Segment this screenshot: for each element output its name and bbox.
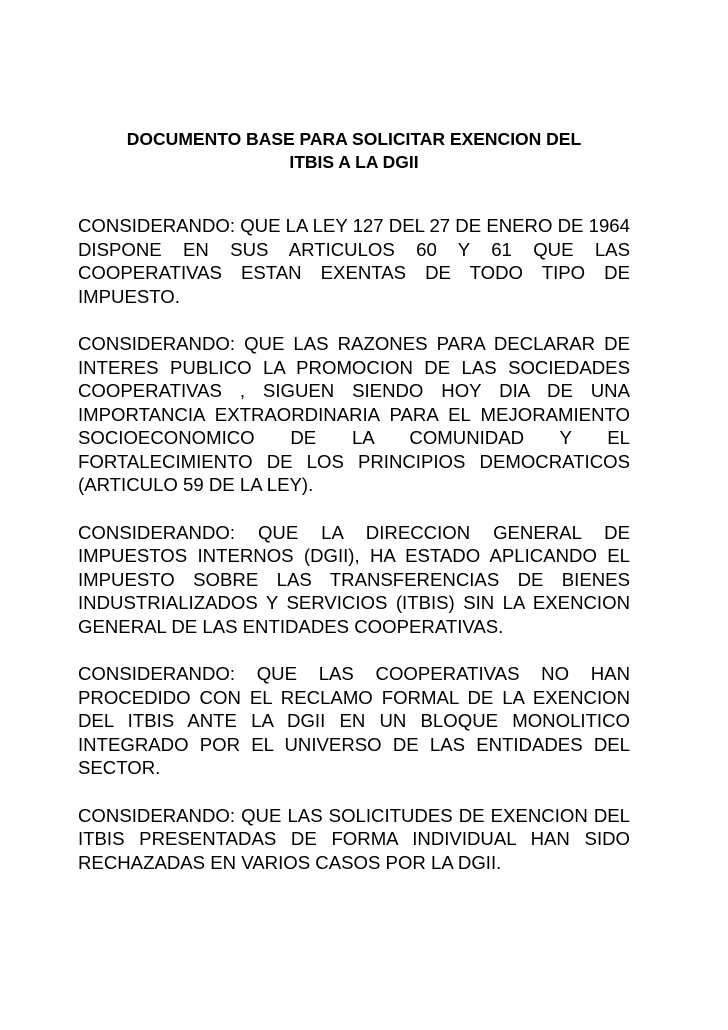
- considerando-paragraph-2: CONSIDERANDO: QUE LAS RAZONES PARA DECLARAR DE INTERES PUBLICO LA PROMOCION DE LAS SOCIEDADES COOPERATIVAS , SIGUEN SIENDO HOY DIA DE UNA IMPORTANCIA EXTRAORDINARIA PARA EL MEJORAMIENTO SOCIOECONOMICO DE LA COMUNIDAD Y EL FORTALECIMIENTO DE LOS PRINCIPIOS DEMOCRATICOS (ARTICULO 59 DE LA LEY).: [78, 333, 630, 495]
- title-line-2: ITBIS A LA DGII: [289, 152, 419, 172]
- considerando-paragraph-5: CONSIDERANDO: QUE LAS SOLICITUDES DE EXENCION DEL ITBIS PRESENTADAS DE FORMA INDIVIDUAL HAN SIDO RECHAZADAS EN VARIOS CASOS POR LA DGII.: [78, 804, 630, 873]
- considerando-paragraph-3: CONSIDERANDO: QUE LA DIRECCION GENERAL DE IMPUESTOS INTERNOS (DGII), HA ESTADO APLICANDO EL IMPUESTO SOBRE LAS TRANSFERENCIAS DE BIENES INDUSTRIALIZADOS Y SERVICIOS (ITBIS) SIN LA EXENCION GENERAL DE LAS ENTIDADES COOPERATIVAS.: [78, 521, 630, 637]
- document-title: [78, 128, 630, 174]
- document-page: [78, 128, 630, 898]
- title-line-1: DOCUMENTO BASE PARA SOLICITAR EXENCION DEL: [126, 129, 582, 149]
- considerando-paragraph-4: CONSIDERANDO: QUE LAS COOPERATIVAS NO HAN PROCEDIDO CON EL RECLAMO FORMAL DE LA EXENCION DEL ITBIS ANTE LA DGII EN UN BLOQUE MONOLITICO INTEGRADO POR EL UNIVERSO DE LAS ENTIDADES DEL SECTOR.: [78, 663, 630, 778]
- considerando-paragraph-1: CONSIDERANDO: QUE LA LEY 127 DEL 27 DE ENERO DE 1964 DISPONE EN SUS ARTICULOS 60 Y 61 QUE LAS COOPERATIVAS ESTAN EXENTAS DE TODO TIPO DE IMPUESTO.: [78, 215, 630, 307]
